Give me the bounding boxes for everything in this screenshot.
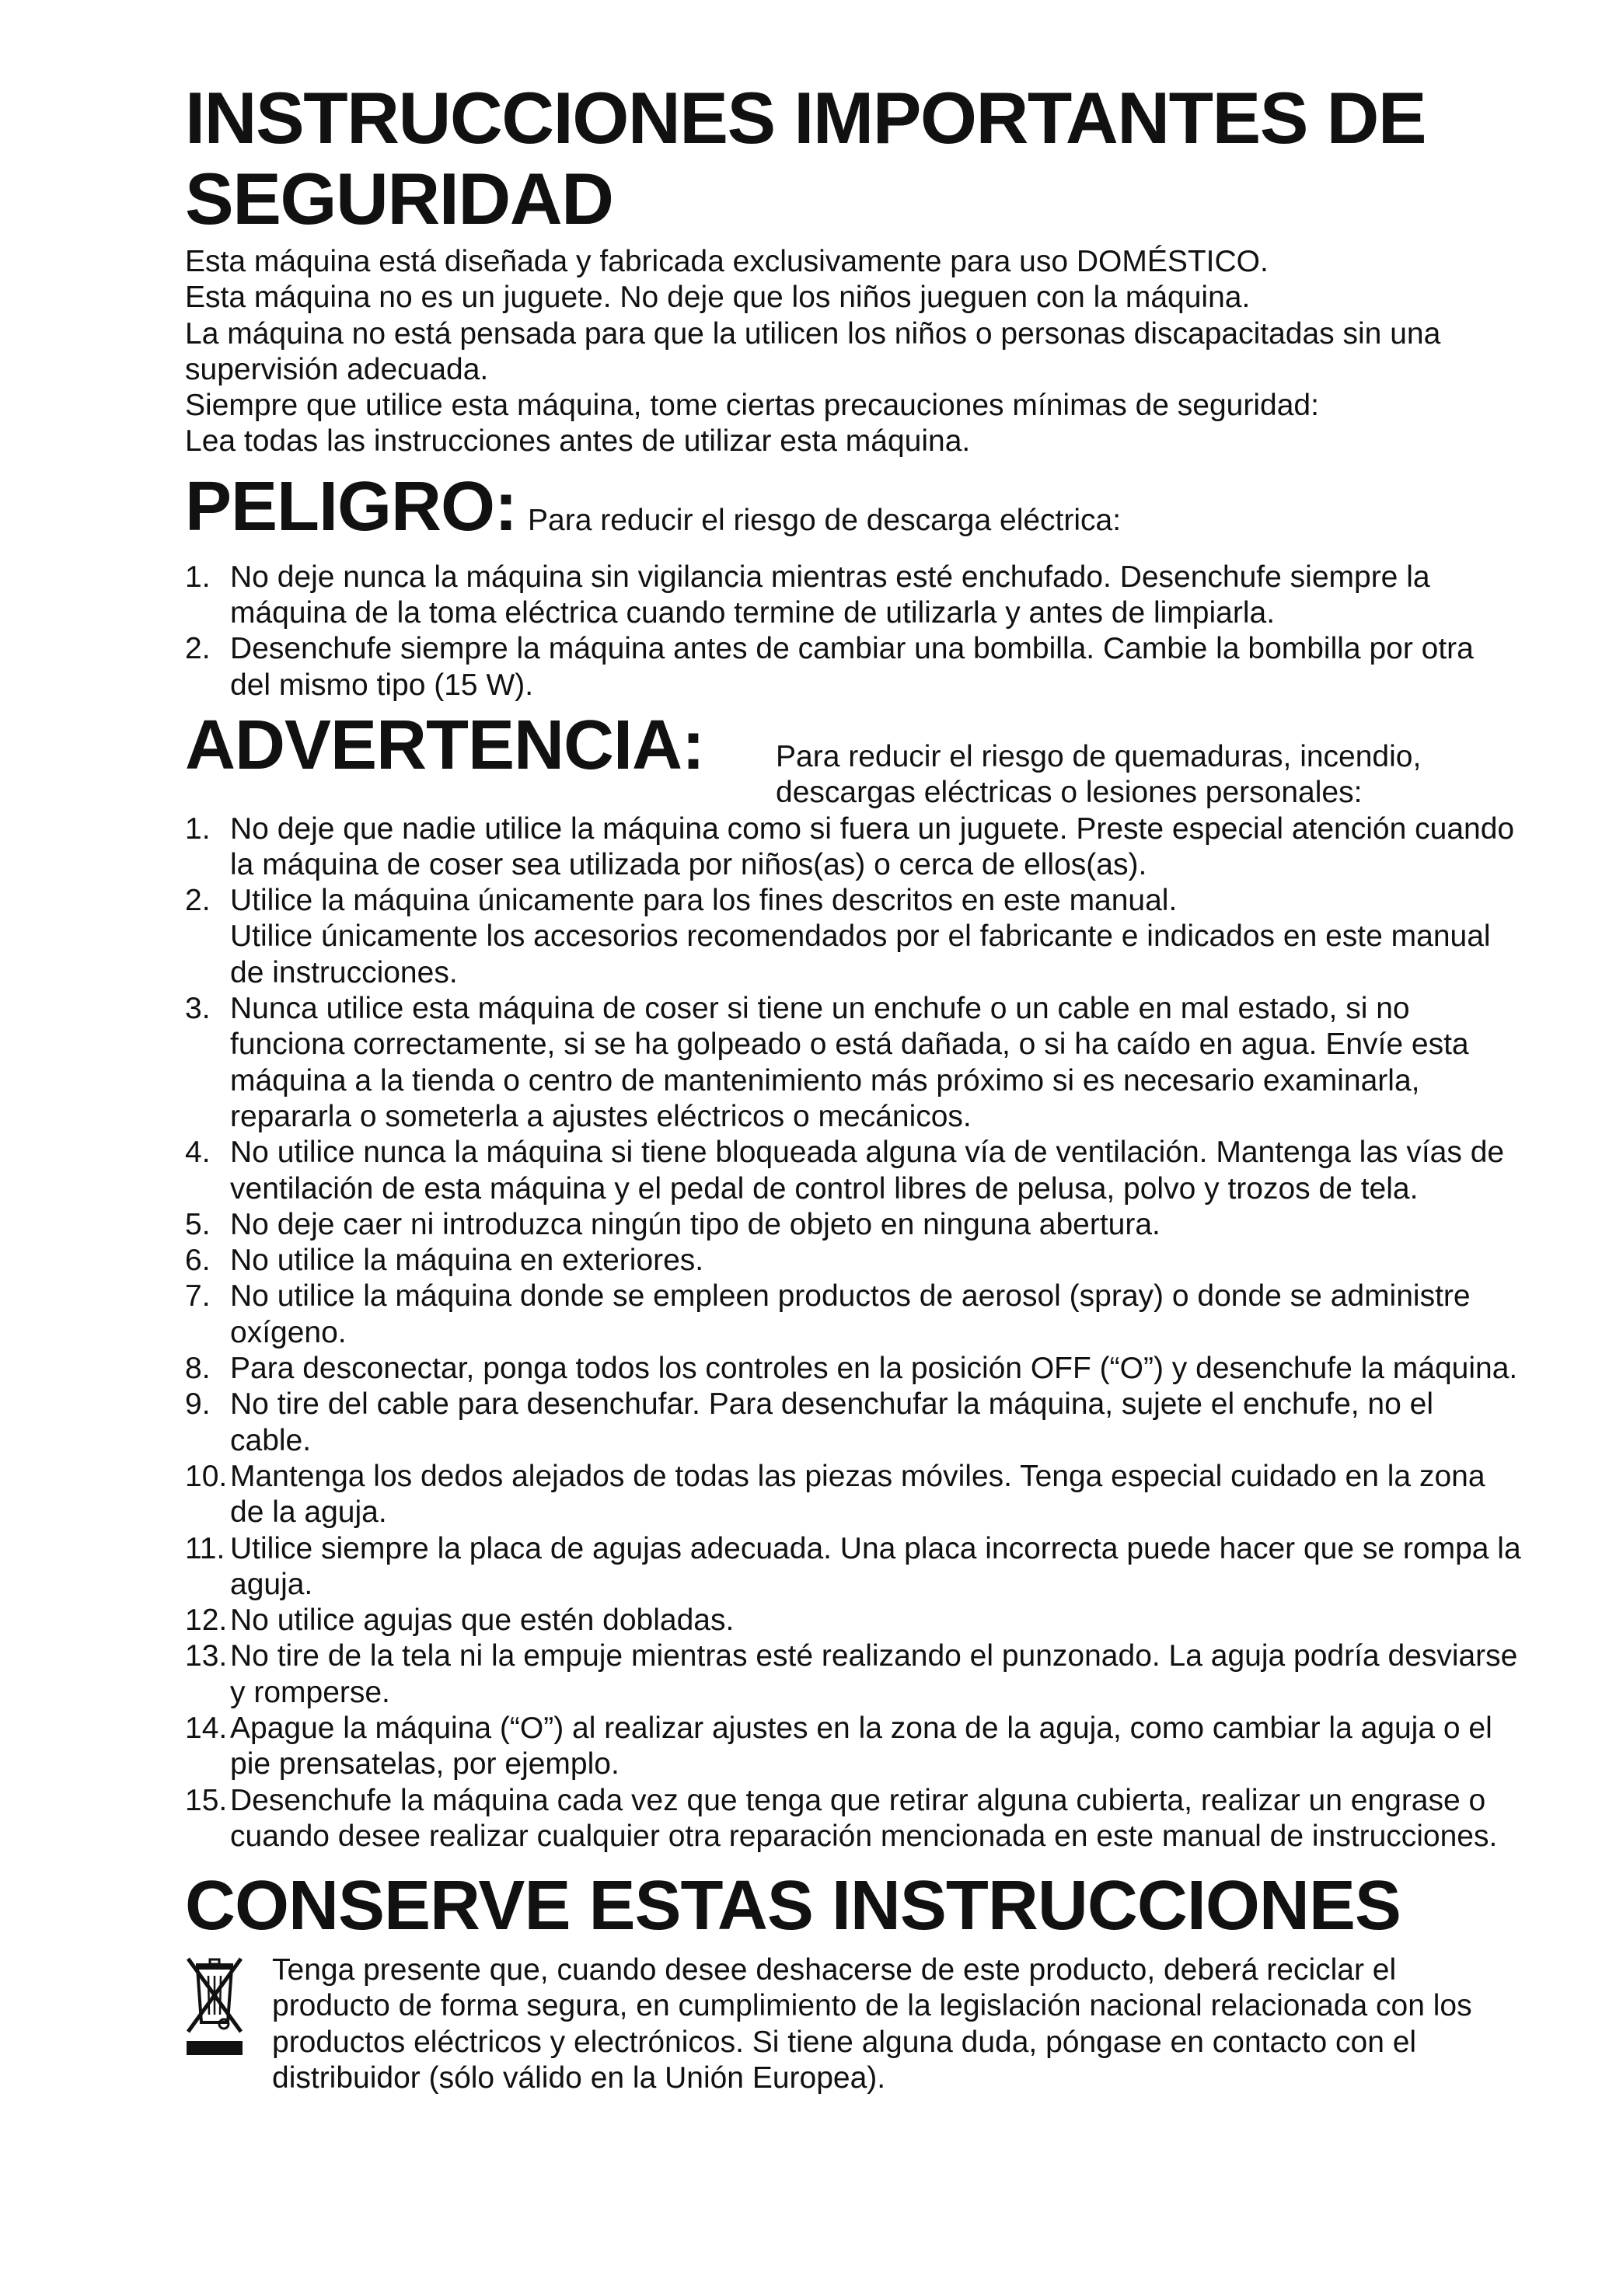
list-item <box>185 1459 1522 1531</box>
item-number: 11. <box>185 1531 225 1565</box>
intro-line: Esta máquina no es un juguete. No deje que los niños jueguen con la máquina. <box>185 281 1251 315</box>
item-number: 7. <box>185 1279 211 1314</box>
list-item <box>185 1638 1522 1711</box>
item-text: Utilice únicamente los accesorios recomendados por el fabricante e indicados en este manual de instrucciones. <box>230 919 1491 989</box>
item-number: 9. <box>185 1387 211 1422</box>
item-text: Nunca utilice esta máquina de coser si tiene un enchufe o un cable en mal estado, si no funciona correctamente, si se ha golpeado o está dañada, o si ha caído en agua. Envíe esta máquina a la tienda o centro de mantenimiento más próximo si es necesario examinarla, repararla o someterla a ajustes eléctricos o mecánicos. <box>230 992 1469 1133</box>
item-number: 12. <box>185 1603 228 1638</box>
item-number: 5. <box>185 1207 211 1241</box>
item-text: Utilice siempre la placa de agujas adecuada. Una placa incorrecta puede hacer que se rompa la aguja. <box>230 1531 1521 1601</box>
intro-line: Lea todas las instrucciones antes de utilizar esta máquina. <box>185 424 971 459</box>
list-item <box>185 811 1522 884</box>
list-item <box>185 1351 1522 1387</box>
item-text: No deje caer ni introduzca ningún tipo de objeto en ninguna abertura. <box>230 1207 1161 1241</box>
item-number: 10. <box>185 1459 228 1493</box>
item-number: 14. <box>185 1711 228 1745</box>
intro-text <box>185 244 1522 460</box>
list-item <box>185 883 1522 991</box>
advertencia-heading: ADVERTENCIA: <box>185 706 705 784</box>
item-number: 6. <box>185 1244 211 1278</box>
list-item <box>185 631 1522 703</box>
item-text: Desenchufe la máquina cada vez que tenga que retirar alguna cubierta, realizar un engrase o cuando desee realizar cualquier otra reparación mencionada en este manual de instrucciones. <box>230 1783 1498 1853</box>
list-item <box>185 1783 1522 1855</box>
item-text: No utilice la máquina en exteriores. <box>230 1244 704 1278</box>
list-item <box>185 1207 1522 1243</box>
list-item <box>185 1135 1522 1207</box>
intro-line: Siempre que utilice esta máquina, tome ciertas precauciones mínimas de seguridad: <box>185 389 1319 423</box>
item-text: Mantenga los dedos alejados de todas las piezas móviles. Tenga especial cuidado en la zona de la aguja. <box>230 1459 1485 1530</box>
crossed-out-wheelie-bin-icon <box>185 1952 272 2096</box>
item-number: 8. <box>185 1352 211 1386</box>
item-number: 1. <box>185 560 211 594</box>
peligro-header <box>185 468 1522 546</box>
intro-line: Esta máquina está diseñada y fabricada exclusivamente para uso DOMÉSTICO. <box>185 245 1269 278</box>
item-text: Apague la máquina (“O”) al realizar ajustes en la zona de la aguja, como cambiar la aguja o el pie prensatelas, por ejemplo. <box>230 1711 1492 1781</box>
safety-instructions-page <box>185 78 1522 2096</box>
item-text: No deje que nadie utilice la máquina como si fuera un juguete. Preste especial atención cuando la máquina de coser sea utilizada por niños(as) o cerca de ellos(as). <box>230 811 1515 881</box>
item-text: No utilice la máquina donde se empleen productos de aerosol (spray) o donde se administre oxígeno. <box>230 1279 1471 1349</box>
recycling-notice <box>185 1952 1522 2096</box>
item-number: 2. <box>185 884 211 918</box>
intro-line: La máquina no está pensada para que la utilicen los niños o personas discapacitadas sin una supervisión adecuada. <box>185 316 1441 386</box>
item-number: 2. <box>185 632 211 666</box>
list-item <box>185 1279 1522 1351</box>
peligro-list <box>185 560 1522 703</box>
peligro-heading: PELIGRO: <box>185 467 518 546</box>
item-text: No deje nunca la máquina sin vigilancia mientras esté enchufado. Desenchufe siempre la máquina de la toma eléctrica cuando termine de utilizarla y antes de limpiarla. <box>230 560 1430 630</box>
recycling-text: Tenga presente que, cuando desee deshacerse de este producto, deberá reciclar el producto de forma segura, en cumplimiento de la legislación nacional relacionada con los productos eléctricos y electrónicos. Si tiene alguna duda, póngase en contacto con el distribuidor (sólo válido en la Unión Europea). <box>272 1953 1472 2095</box>
item-text: No utilice nunca la máquina si tiene bloqueada alguna vía de ventilación. Mantenga las vías de ventilación de esta máquina y el pedal de control libres de pelusa, polvo y trozos de tela. <box>230 1136 1505 1206</box>
item-text: Utilice la máquina únicamente para los fines descritos en este manual. <box>230 884 1178 918</box>
item-text: No tire del cable para desenchufar. Para desenchufar la máquina, sujete el enchufe, no el cable. <box>230 1387 1434 1457</box>
list-item <box>185 1531 1522 1603</box>
item-text: Para desconectar, ponga todos los controles en la posición OFF (“O”) y desenchufe la máquina. <box>230 1352 1518 1386</box>
list-item <box>185 1711 1522 1783</box>
advertencia-header <box>185 707 1522 811</box>
item-text-group <box>230 883 1522 991</box>
advertencia-list <box>185 811 1522 1855</box>
item-text: Desenchufe siempre la máquina antes de cambiar una bombilla. Cambie la bombilla por otra del mismo tipo (15 W). <box>230 632 1474 702</box>
peligro-subheading: Para reducir el riesgo de descarga eléctrica: <box>528 504 1122 538</box>
item-number: 3. <box>185 992 211 1026</box>
list-item <box>185 991 1522 1135</box>
list-item <box>185 1387 1522 1459</box>
list-item <box>185 560 1522 632</box>
item-number: 4. <box>185 1136 211 1170</box>
item-text: No tire de la tela ni la empuje mientras esté realizando el punzonado. La aguja podría desviarse y romperse. <box>230 1639 1518 1709</box>
page-title: INSTRUCCIONES IMPORTANTES DE SEGURIDAD <box>185 77 1426 239</box>
advertencia-subheading: Para reducir el riesgo de quemaduras, incendio, descargas eléctricas o lesiones personales: <box>776 739 1422 810</box>
item-number: 13. <box>185 1639 228 1673</box>
list-item <box>185 1243 1522 1279</box>
list-item <box>185 1603 1522 1638</box>
conserve-heading: CONSERVE ESTAS INSTRUCCIONES <box>185 1867 1401 1945</box>
item-text: No utilice agujas que estén dobladas. <box>230 1603 735 1638</box>
item-number: 1. <box>185 811 211 846</box>
item-number: 15. <box>185 1783 228 1817</box>
